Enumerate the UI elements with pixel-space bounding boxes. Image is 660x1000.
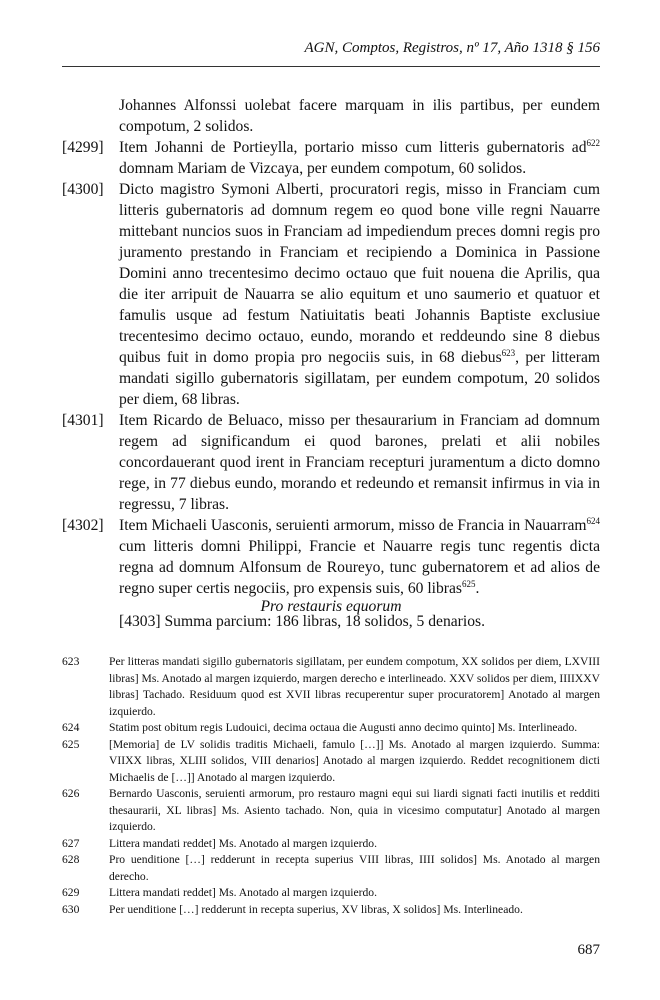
entry-4302 — [62, 515, 600, 599]
footnote — [62, 654, 600, 720]
footnote-ref[interactable]: 623 — [501, 347, 516, 358]
footnote-number: 627 — [62, 836, 80, 850]
footnote — [62, 737, 600, 787]
footnote-number: 628 — [62, 853, 80, 866]
footnote — [62, 902, 600, 919]
summa-line: [4303] Summa parcium: 186 libras, 18 solidos, 5 denarios. — [119, 613, 485, 630]
main-text — [62, 95, 600, 632]
entry-text: Item Ricardo de Beluaco, misso per thesaurarium in Franciam ad domnum regem ad significandum ei quod barones, prelati et alii nobiles concordauerant quod irent in Franciam recepturi juramentum a dicto domno rege, in 77 diebus eundo, morando et redeundo et remansit infirmus in via in regressu, 7 libras. — [119, 412, 600, 513]
entry-number: [4302] — [62, 517, 104, 534]
entry-4300 — [62, 179, 600, 410]
entry-number: [4299] — [62, 139, 104, 156]
footnote-number: 626 — [62, 787, 80, 800]
entry-4301 — [62, 410, 600, 515]
footnote-number: 623 — [62, 655, 80, 668]
footnote-text: Littera mandati reddet] Ms. Anotado al margen izquierdo. — [109, 886, 377, 899]
running-header: AGN, Comptos, Registros, nº 17, Año 1318 § 156 — [304, 40, 600, 56]
footnote-text: [Memoria] de LV solidis traditis Michaeli, famulo […]] Ms. Anotado al margen izquierdo. Summa: VIIXX libras, XLIII solidos, VIII denarios] Anotado al margen izquierdo. Reddet recognitionem dicti Michaelis de […]] Anotado al margen izquierdo. — [109, 737, 600, 784]
footnote-ref[interactable]: 622 — [586, 137, 600, 148]
footnote-number: 624 — [62, 721, 80, 734]
footnote-number: 630 — [62, 902, 80, 916]
footnote — [62, 885, 600, 902]
entry-number: [4300] — [62, 181, 104, 198]
continuation-paragraph: Johannes Alfonssi uolebat facere marquam in ilis partibus, per eundem compotum, 2 solidos. — [119, 97, 600, 135]
footnote — [62, 836, 600, 853]
entry-number: [4301] — [62, 412, 104, 429]
footnote-text: Statim post obitum regis Ludouici, decima octaua die Augusti anno decimo quinto] Ms. Interlineado. — [109, 721, 578, 734]
entry-text: Item Johanni de Portieylla, portario misso cum litteris gubernatoris $ad^{622}$ domnam Mariam de Vizcaya, per eundem compotum, 60 solidos. — [119, 137, 600, 177]
footnotes — [62, 654, 600, 918]
entry-4299 — [62, 137, 600, 179]
footnote — [62, 852, 600, 885]
footnote — [62, 720, 600, 737]
footnote-number: 629 — [62, 886, 80, 899]
footnote-text: Bernardo Uasconis, seruienti armorum, pro restauro magni equi sui liardi signati facti inutilis et redditi thesaurarii, XL libras] Ms. Asiento tachado. Non, quia in vicesimo computatur] Anotado al margen izquierdo. — [109, 787, 600, 833]
footnote-text: Per uenditione […] redderunt in recepta superius, XV libras, X solidos] Ms. Interlineado. — [109, 902, 523, 916]
footnote-text: Per litteras mandati sigillo gubernatoris sigillatam, per eundem compotum, XX solidos per diem, LXVIII libras] Ms. Anotado al margen izquierdo, margen derecho e interlineado. XXV solidos per diem, IIIIXXV libras] Tachado. Residuum quod est XVII libras recuperentur super procuratorem] Anotado al margen izquierdo. — [109, 655, 600, 718]
header-rule — [62, 66, 600, 67]
footnote-ref[interactable]: 624 — [586, 515, 600, 526]
section-title: Pro restauris equorum — [260, 598, 402, 615]
footnote-ref[interactable]: 625 — [462, 578, 476, 589]
footnote-text: Pro uenditione […] redderunt in recepta superius VIII libras, IIII solidos] Ms. Anotado al margen derecho. — [109, 853, 600, 883]
page-number: 687 — [577, 942, 600, 958]
entry-text: Item Michaeli Uasconis, seruienti armorum, misso de Francia in Nauarram$^{624}$ cum litteris domni Philippi, Francie et Nauarre regis tunc regentis dicta regna ad domnum Alfonsum de Roureyo, tunc gubernatorem et ad alios de regno super certis negociis, pro expensis suis, 60 libras$^{625}$. — [119, 515, 600, 597]
footnote — [62, 786, 600, 836]
footnote-text: Littera mandati reddet] Ms. Anotado al margen izquierdo. — [109, 836, 377, 850]
footnote-number: 625 — [62, 737, 80, 751]
entry-text: Dicto magistro Symoni Alberti, procuratori regis, misso in Franciam cum litteris gubernatoris ad domnum regem eo quod bone ville regni Nauarre mittebant nuncios suos in Franciam ad impediendum preces domni regis pro juramento prestando in Franciam et recipiendo a Dominica in Passione Domini anno trecentesimo decimo octauo que fuit nouena die Aprilis, qua die iter arripuit de Nauarra se alio equitum et uno saumerio et quatuor et famulis usque ad festum Natiuitatis beati Johannis Baptiste exclusiue trecentesimo decimo octauo, eundo, morando et reddeundo sine 8 diebus quibus fuit in domo propia pro negociis suis, in 68 diebus$^{623}$, per litteram mandati sigillo gubernatoris sigillatam, per eundem compotum, 20 solidos per diem, 68 libras. — [119, 181, 600, 408]
